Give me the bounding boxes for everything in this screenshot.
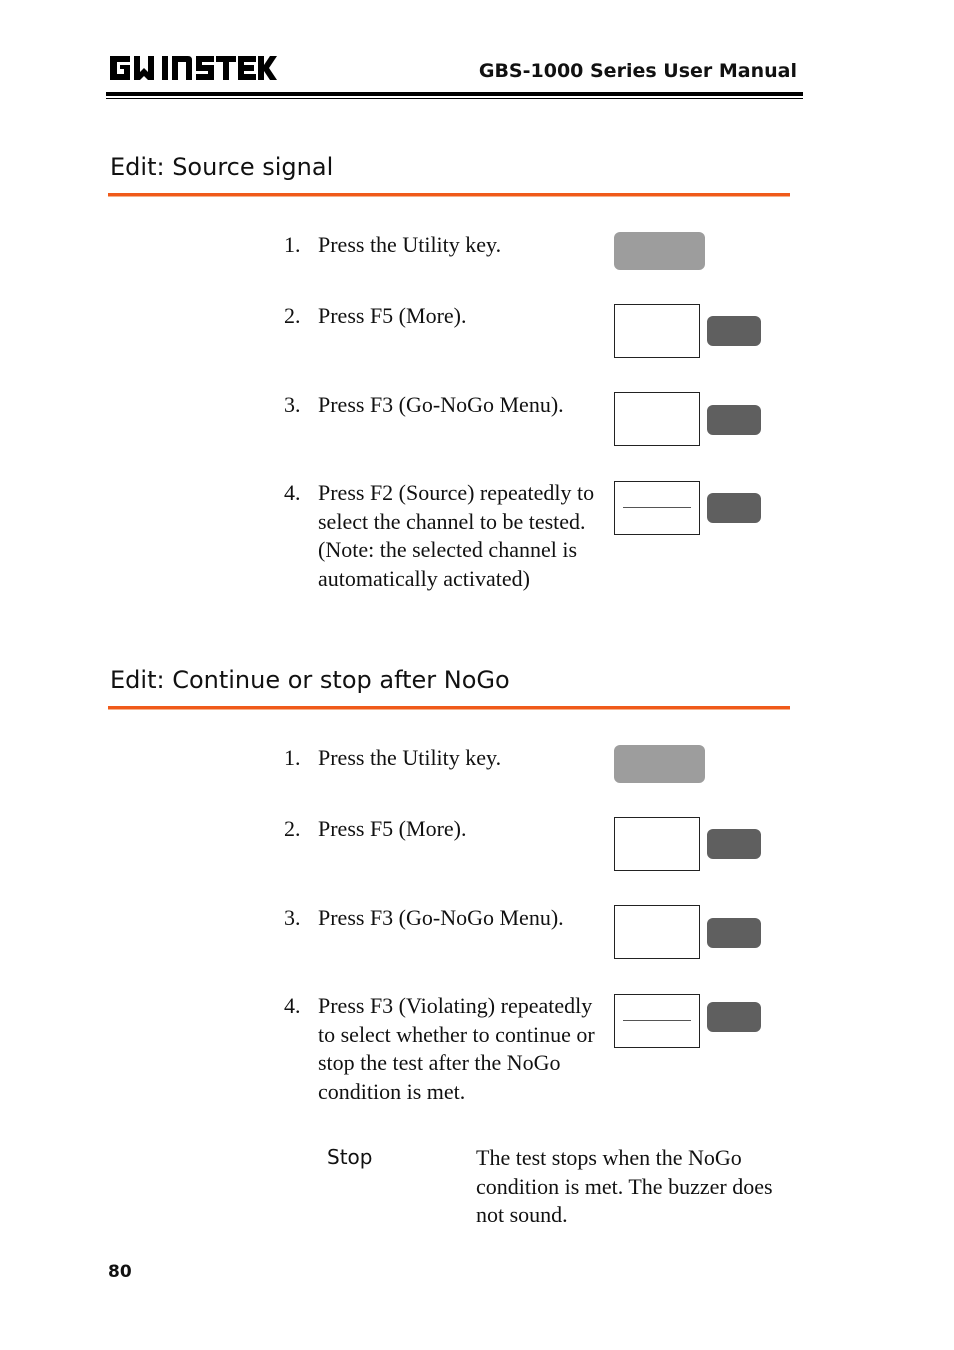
step-text: Press F2 (Source) repeatedly to select the channel to be tested. (Note: the selected channel is automatically activated) xyxy=(318,480,595,591)
menu-softkey-box-icon xyxy=(614,994,700,1048)
step-text: Press F3 (Violating) repeatedly to select whether to continue or stop the test after the NoGo condition is met. xyxy=(318,993,595,1104)
menu-softkey-box-icon xyxy=(614,304,700,358)
step-number: 1. xyxy=(284,745,301,770)
section-rule xyxy=(108,193,790,196)
section-rule xyxy=(108,706,790,709)
step-text: Press F3 (Go-NoGo Menu). xyxy=(318,905,564,930)
step-number: 2. xyxy=(284,816,301,841)
section-title-continue-or-stop: Edit: Continue or stop after NoGo xyxy=(110,666,510,694)
step-text: Press F3 (Go-NoGo Menu). xyxy=(318,392,564,417)
option-description-stop: The test stops when the NoGo condition is met. The buzzer does not sound. xyxy=(476,1145,773,1227)
section-title-source-signal: Edit: Source signal xyxy=(110,153,334,181)
step-number: 1. xyxy=(284,232,301,257)
f3-key-icon xyxy=(707,918,761,948)
step-text: Press the Utility key. xyxy=(318,745,502,770)
step-number: 3. xyxy=(284,392,301,417)
step-number: 4. xyxy=(284,480,301,505)
step-number: 2. xyxy=(284,303,301,328)
utility-key-icon xyxy=(614,232,705,270)
step-number: 4. xyxy=(284,993,301,1018)
step-number: 3. xyxy=(284,905,301,930)
step-text: Press F5 (More). xyxy=(318,303,467,328)
header-rule-thin xyxy=(106,98,803,99)
utility-key-icon xyxy=(614,745,705,783)
menu-softkey-box-icon xyxy=(614,392,700,446)
f2-key-icon xyxy=(707,493,761,523)
step-text: Press F5 (More). xyxy=(318,816,467,841)
f5-key-icon xyxy=(707,829,761,859)
f3-key-icon xyxy=(707,405,761,435)
header-rule xyxy=(106,92,803,96)
menu-softkey-box-icon xyxy=(614,481,700,535)
step-text: Press the Utility key. xyxy=(318,232,502,257)
page-number: 80 xyxy=(108,1262,132,1282)
menu-softkey-box-icon xyxy=(614,817,700,871)
gw-instek-logo xyxy=(108,52,278,84)
f3-key-icon xyxy=(707,1002,761,1032)
f5-key-icon xyxy=(707,316,761,346)
option-term-stop: Stop xyxy=(327,1145,373,1169)
manual-title: GBS-1000 Series User Manual xyxy=(478,60,797,82)
menu-softkey-box-icon xyxy=(614,905,700,959)
